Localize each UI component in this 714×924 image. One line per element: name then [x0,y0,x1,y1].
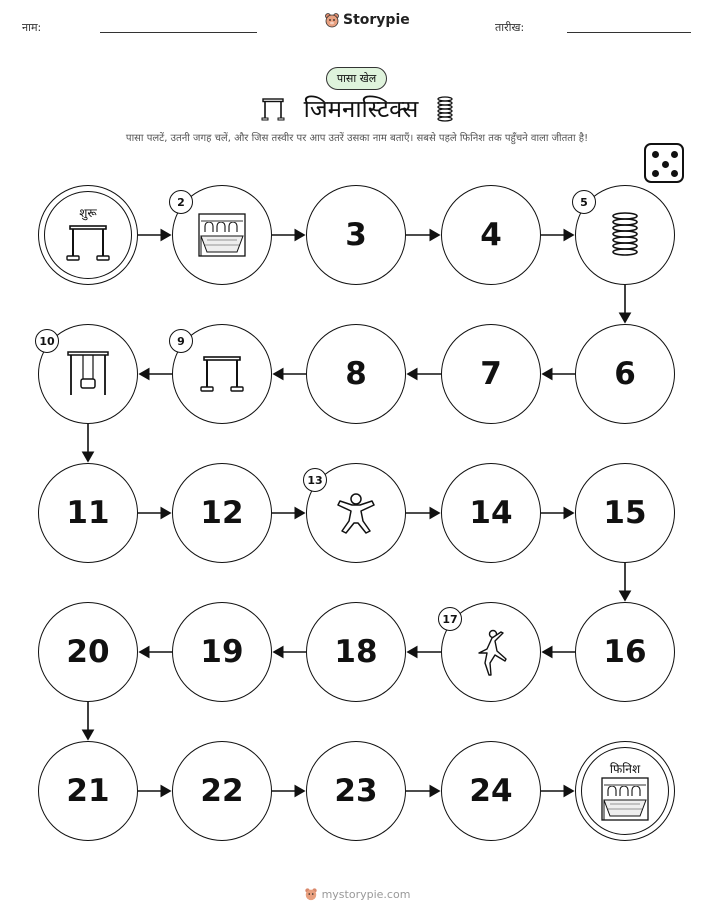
space-number: 16 [603,634,647,670]
space-number: 8 [345,356,367,392]
gym-hall-icon [197,212,247,258]
footer [0,887,714,901]
board-space-24 [441,741,541,841]
space-number: 11 [66,495,110,531]
space-number: 18 [334,634,378,670]
board-space-12 [172,463,272,563]
space-number: 14 [469,495,513,531]
gymnast-star-icon [332,489,380,537]
board-space-1 [38,185,138,285]
board-space-14 [441,463,541,563]
board-space-13 [306,463,406,563]
space-number: 23 [334,773,378,809]
board-space-4 [441,185,541,285]
board-space-3 [306,185,406,285]
space-number: 3 [345,217,367,253]
space-number: 19 [200,634,244,670]
gym-hall-icon [576,776,674,822]
space-number-badge: 10 [35,329,59,353]
spring-icon [610,211,640,259]
ballerina-icon [471,627,511,677]
space-number: 15 [603,495,647,531]
board-space-10 [38,324,138,424]
space-number: 12 [200,495,244,531]
board-space-18 [306,602,406,702]
start-label: शुरू [79,206,97,220]
space-number-badge: 2 [169,190,193,214]
space-number: 4 [480,217,502,253]
board-space-22 [172,741,272,841]
bear-icon [304,887,318,901]
game-type-tag: पासा खेल [326,67,387,90]
board-space-21 [38,741,138,841]
board-space-20 [38,602,138,702]
space-number-badge: 9 [169,329,193,353]
board-space-15 [575,463,675,563]
board-space-7 [441,324,541,424]
board-space-16 [575,602,675,702]
footer-site: mystorypie.com [321,887,411,901]
space-number: 22 [200,773,244,809]
finish-label: फिनिश [609,762,641,776]
space-number-badge: 17 [438,607,462,631]
board-space-19 [172,602,272,702]
instructions: पासा पलटें, उतनी जगह चलें, और जिस तस्वीर पर आप उतरें उसका नाम बताएँ। सबसे पहले फिनिश तक पहुँचने वाला जीतता है! [125,133,589,144]
space-number: 6 [614,356,636,392]
page-title: जिमनास्टिक्स [303,95,419,123]
name-label: नाम: [22,21,42,34]
brand-name: Storypie [343,12,410,28]
board-space-5 [575,185,675,285]
board-space-11 [38,463,138,563]
bars-icon [39,222,137,264]
space-number: 24 [469,773,513,809]
board-space-23 [306,741,406,841]
bars-icon [198,353,246,395]
board-space-25 [575,741,675,841]
date-label: तारीख: [495,21,525,34]
rings-icon [65,349,111,399]
space-number: 7 [480,356,502,392]
board-space-6 [575,324,675,424]
board-space-2 [172,185,272,285]
space-number: 21 [66,773,110,809]
space-number: 20 [66,634,110,670]
space-number-badge: 5 [572,190,596,214]
board-space-17 [441,602,541,702]
board-space-9 [172,324,272,424]
space-number-badge: 13 [303,468,327,492]
board-space-8 [306,324,406,424]
